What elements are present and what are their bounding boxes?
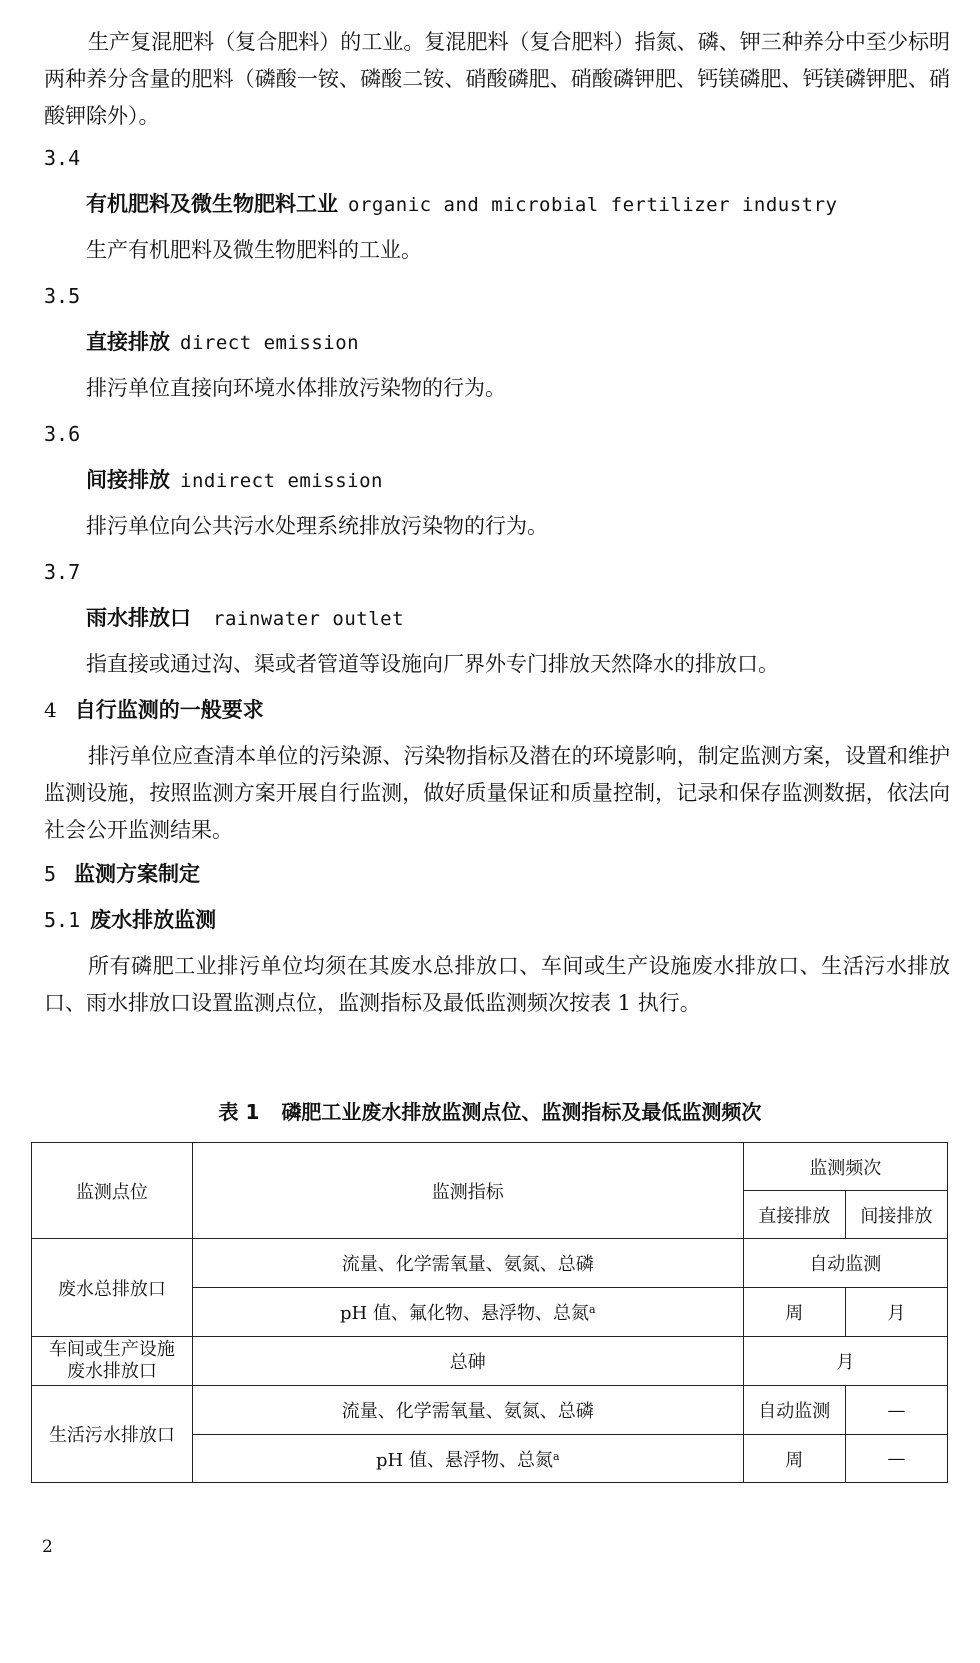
page-number: 2	[42, 1537, 53, 1557]
table-header-row	[32, 1143, 948, 1191]
table-caption-title: 磷肥工业废水排放监测点位、监测指标及最低监测频次	[281, 1100, 762, 1124]
term-title-3-4	[86, 186, 980, 224]
cell-indicator: pH 值、悬浮物、总氮$^a$	[192, 1435, 743, 1483]
term-definition-3-7: 指直接或通过沟、渠或者管道等设施向厂界外专门排放天然降水的排放口。	[86, 652, 779, 676]
cell-frequency-direct: 自动监测	[743, 1386, 845, 1435]
section-heading-5	[44, 856, 944, 893]
paragraph-wastewater-monitoring: 所有磷肥工业排污单位均须在其废水总排放口、车间或生产设施废水排放口、生活污水排放口、雨水排放口设置监测点位，监测指标及最低监测频次按表 1 执行。	[44, 954, 950, 1015]
header-indirect-emission: 间接排放	[845, 1191, 947, 1239]
cell-indicator: pH 值、氟化物、悬浮物、总氮$^a$	[192, 1288, 743, 1337]
term-en: rainwater outlet	[213, 608, 405, 630]
section-heading-5-1	[44, 902, 944, 939]
section-title: 自行监测的一般要求	[74, 698, 264, 722]
paragraph-compound-fertilizer: 生产复混肥料（复合肥料）的工业。复混肥料（复合肥料）指氮、磷、钾三种养分中至少标明两种养分含量的肥料（磷酸一铵、磷酸二铵、硝酸磷肥、硝酸磷钾肥、钙镁磷肥、钙镁磷钾肥、硝酸钾除外）。	[44, 30, 950, 128]
header-monitoring-indicator: 监测指标	[192, 1143, 743, 1239]
term-definition-3-5: 排污单位直接向环境水体排放污染物的行为。	[86, 376, 506, 400]
cell-frequency-direct: 周	[743, 1288, 845, 1337]
table-row	[32, 1337, 948, 1386]
term-number-3-6: 3.6	[44, 422, 81, 446]
term-zh: 直接排放	[86, 330, 170, 354]
term-definition-3-6: 排污单位向公共污水处理系统排放污染物的行为。	[86, 514, 548, 538]
table-row	[32, 1386, 948, 1435]
cell-indicator: 流量、化学需氧量、氨氮、总磷	[192, 1386, 743, 1435]
cell-indicator: 流量、化学需氧量、氨氮、总磷	[192, 1239, 743, 1288]
footnote-mark: a	[552, 1449, 560, 1463]
term-zh: 间接排放	[86, 468, 170, 492]
term-title-3-6	[86, 462, 980, 500]
term-zh: 有机肥料及微生物肥料工业	[86, 192, 338, 216]
cell-point-workshop-outlet: 车间或生产设施 废水排放口	[32, 1337, 193, 1386]
cell-frequency-merged: 自动监测	[743, 1239, 947, 1288]
section-heading-4	[44, 692, 944, 729]
header-monitoring-frequency: 监测频次	[743, 1143, 947, 1191]
table-caption-label: 表 1	[218, 1100, 260, 1124]
term-en: organic and microbial fertilizer industry	[348, 194, 838, 216]
cell-frequency-indirect: —	[845, 1386, 947, 1435]
section-title: 废水排放监测	[90, 908, 217, 932]
section-number: 5	[44, 862, 57, 886]
section-title: 监测方案制定	[74, 862, 201, 886]
header-monitoring-point: 监测点位	[32, 1143, 193, 1239]
term-definition-3-4: 生产有机肥料及微生物肥料的工业。	[86, 238, 422, 262]
term-title-3-5	[86, 324, 980, 362]
cell-frequency-indirect: —	[845, 1435, 947, 1483]
table-row	[32, 1239, 948, 1288]
section-number: 4	[44, 698, 57, 722]
monitoring-table	[31, 1142, 948, 1483]
paragraph-general-requirements: 排污单位应查清本单位的污染源、污染物指标及潜在的环境影响，制定监测方案，设置和维护监测设施，按照监测方案开展自行监测，做好质量保证和质量控制，记录和保存监测数据，依法向社会公开监测结果。	[44, 744, 950, 842]
cell-frequency-merged: 月	[743, 1337, 947, 1386]
table-caption	[0, 1096, 980, 1125]
cell-frequency-indirect: 月	[845, 1288, 947, 1337]
term-number-3-4: 3.4	[44, 146, 81, 170]
footnote-mark: a	[588, 1303, 596, 1316]
term-number-3-7: 3.7	[44, 560, 81, 584]
term-number-3-5: 3.5	[44, 284, 81, 308]
cell-indicator: 总砷	[192, 1337, 743, 1386]
term-title-3-7	[86, 600, 980, 638]
section-number: 5.1	[44, 908, 81, 932]
term-en: indirect emission	[180, 470, 383, 492]
header-direct-emission: 直接排放	[743, 1191, 845, 1239]
cell-frequency-direct: 周	[743, 1435, 845, 1483]
term-en: direct emission	[180, 332, 360, 354]
cell-point-main-outlet: 废水总排放口	[32, 1239, 193, 1337]
term-zh: 雨水排放口	[86, 606, 191, 630]
cell-point-domestic-outlet: 生活污水排放口	[32, 1386, 193, 1483]
